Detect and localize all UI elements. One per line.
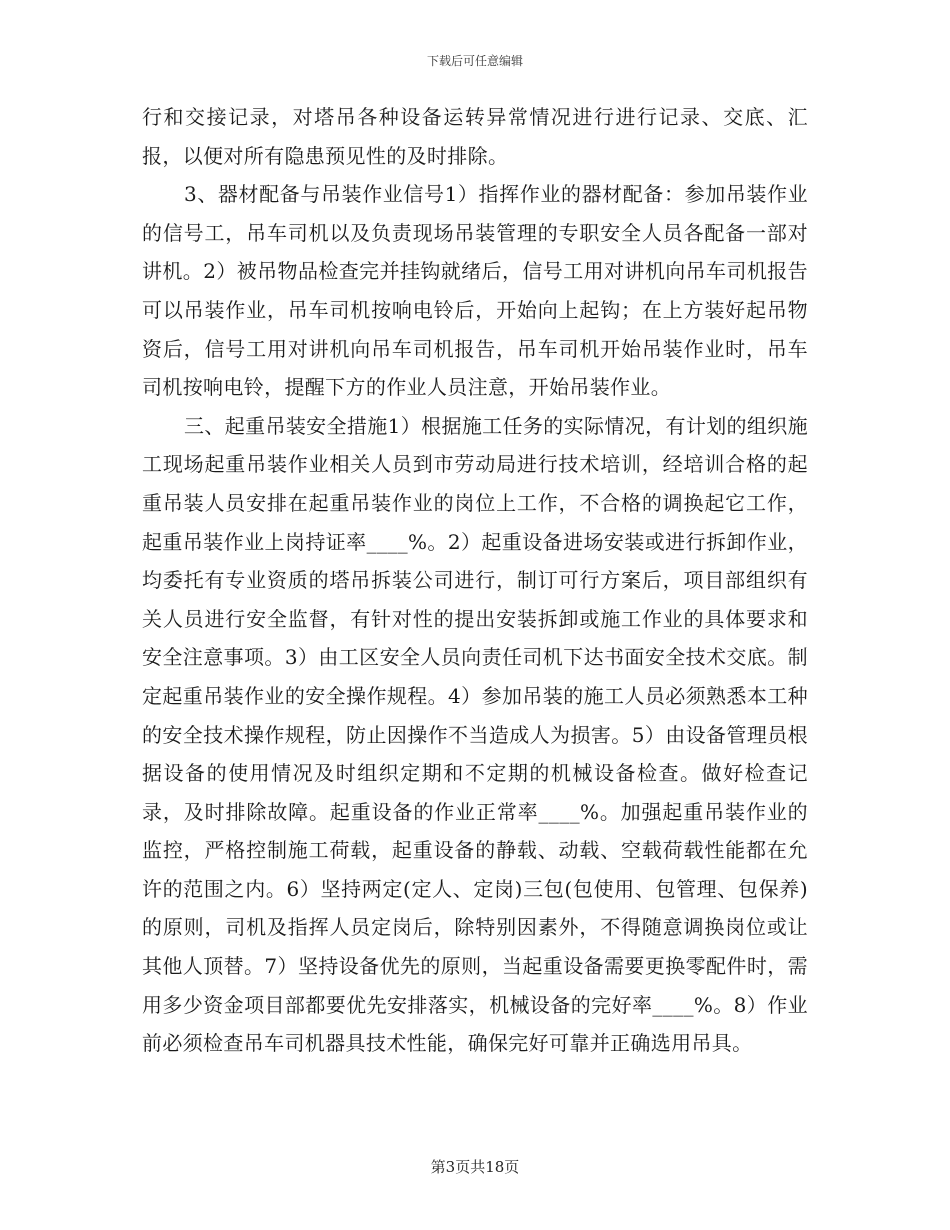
page-header: 下载后可任意编辑 [426, 54, 523, 68]
document-body [142, 98, 808, 1063]
paragraph-lifting-safety-measures: 三、起重吊装安全措施1）根据施工任务的实际情况，有计划的组织施工现场起重吊装作业相关人员到市劳动局进行技术培训，经培训合格的起重吊装人员安排在起重吊装作业的岗位上工作，不合格的调换起它工作，起重吊装作业上岗持证率____%。2）起重设备进场安装或进行拆卸作业，均委托有专业资质的塔吊拆装公司进行，制订可行方案后，项目部组织有关人员进行安全监督，有针对性的提出安装拆卸或施工作业的具体要求和安全注意事项。3）由工区安全人员向责任司机下达书面安全技术交底。制定起重吊装作业的安全操作规程。4）参加吊装的施工人员必须熟悉本工种的安全技术操作规程，防止因操作不当造成人为损害。5）由设备管理员根据设备的使用情况及时组织定期和不定期的机械设备检查。做好检查记录，及时排除故障。起重设备的作业正常率____%。加强起重吊装作业的监控，严格控制施工荷载，起重设备的静载、动载、空载荷载性能都在允许的范围之内。6）坚持两定(定人、定岗)三包(包使用、包管理、包保养)的原则，司机及指挥人员定岗后，除特别因素外，不得随意调换岗位或让其他人顶替。7）坚持设备优先的原则，当起重设备需要更换零配件时，需用多少资金项目部都要优先安排落实，机械设备的完好率____%。8）作业前必须检查吊车司机器具技术性能，确保完好可靠并正确选用吊具。 [142, 413, 808, 1056]
page-number: 第3页共18页 [430, 1158, 520, 1176]
paragraph-equipment-signals: 3、器材配备与吊装作业信号1）指挥作业的器材配备：参加吊装作业的信号工，吊车司机以及负责现场吊装管理的专职安全人员各配备一部对讲机。2）被吊物品检查完并挂钩就绪后，信号工用对讲机向吊车司机报告可以吊装作业，吊车司机按响电铃后，开始向上起钩；在上方装好起吊物资后，信号工用对讲机向吊车司机报告，吊车司机开始吊装作业时，吊车司机按响电铃，提醒下方的作业人员注意，开始吊装作业。 [142, 182, 808, 400]
paragraph-continuation: 行和交接记录，对塔吊各种设备运转异常情况进行进行记录、交底、汇报，以便对所有隐患预见性的及时排除。 [142, 105, 808, 168]
